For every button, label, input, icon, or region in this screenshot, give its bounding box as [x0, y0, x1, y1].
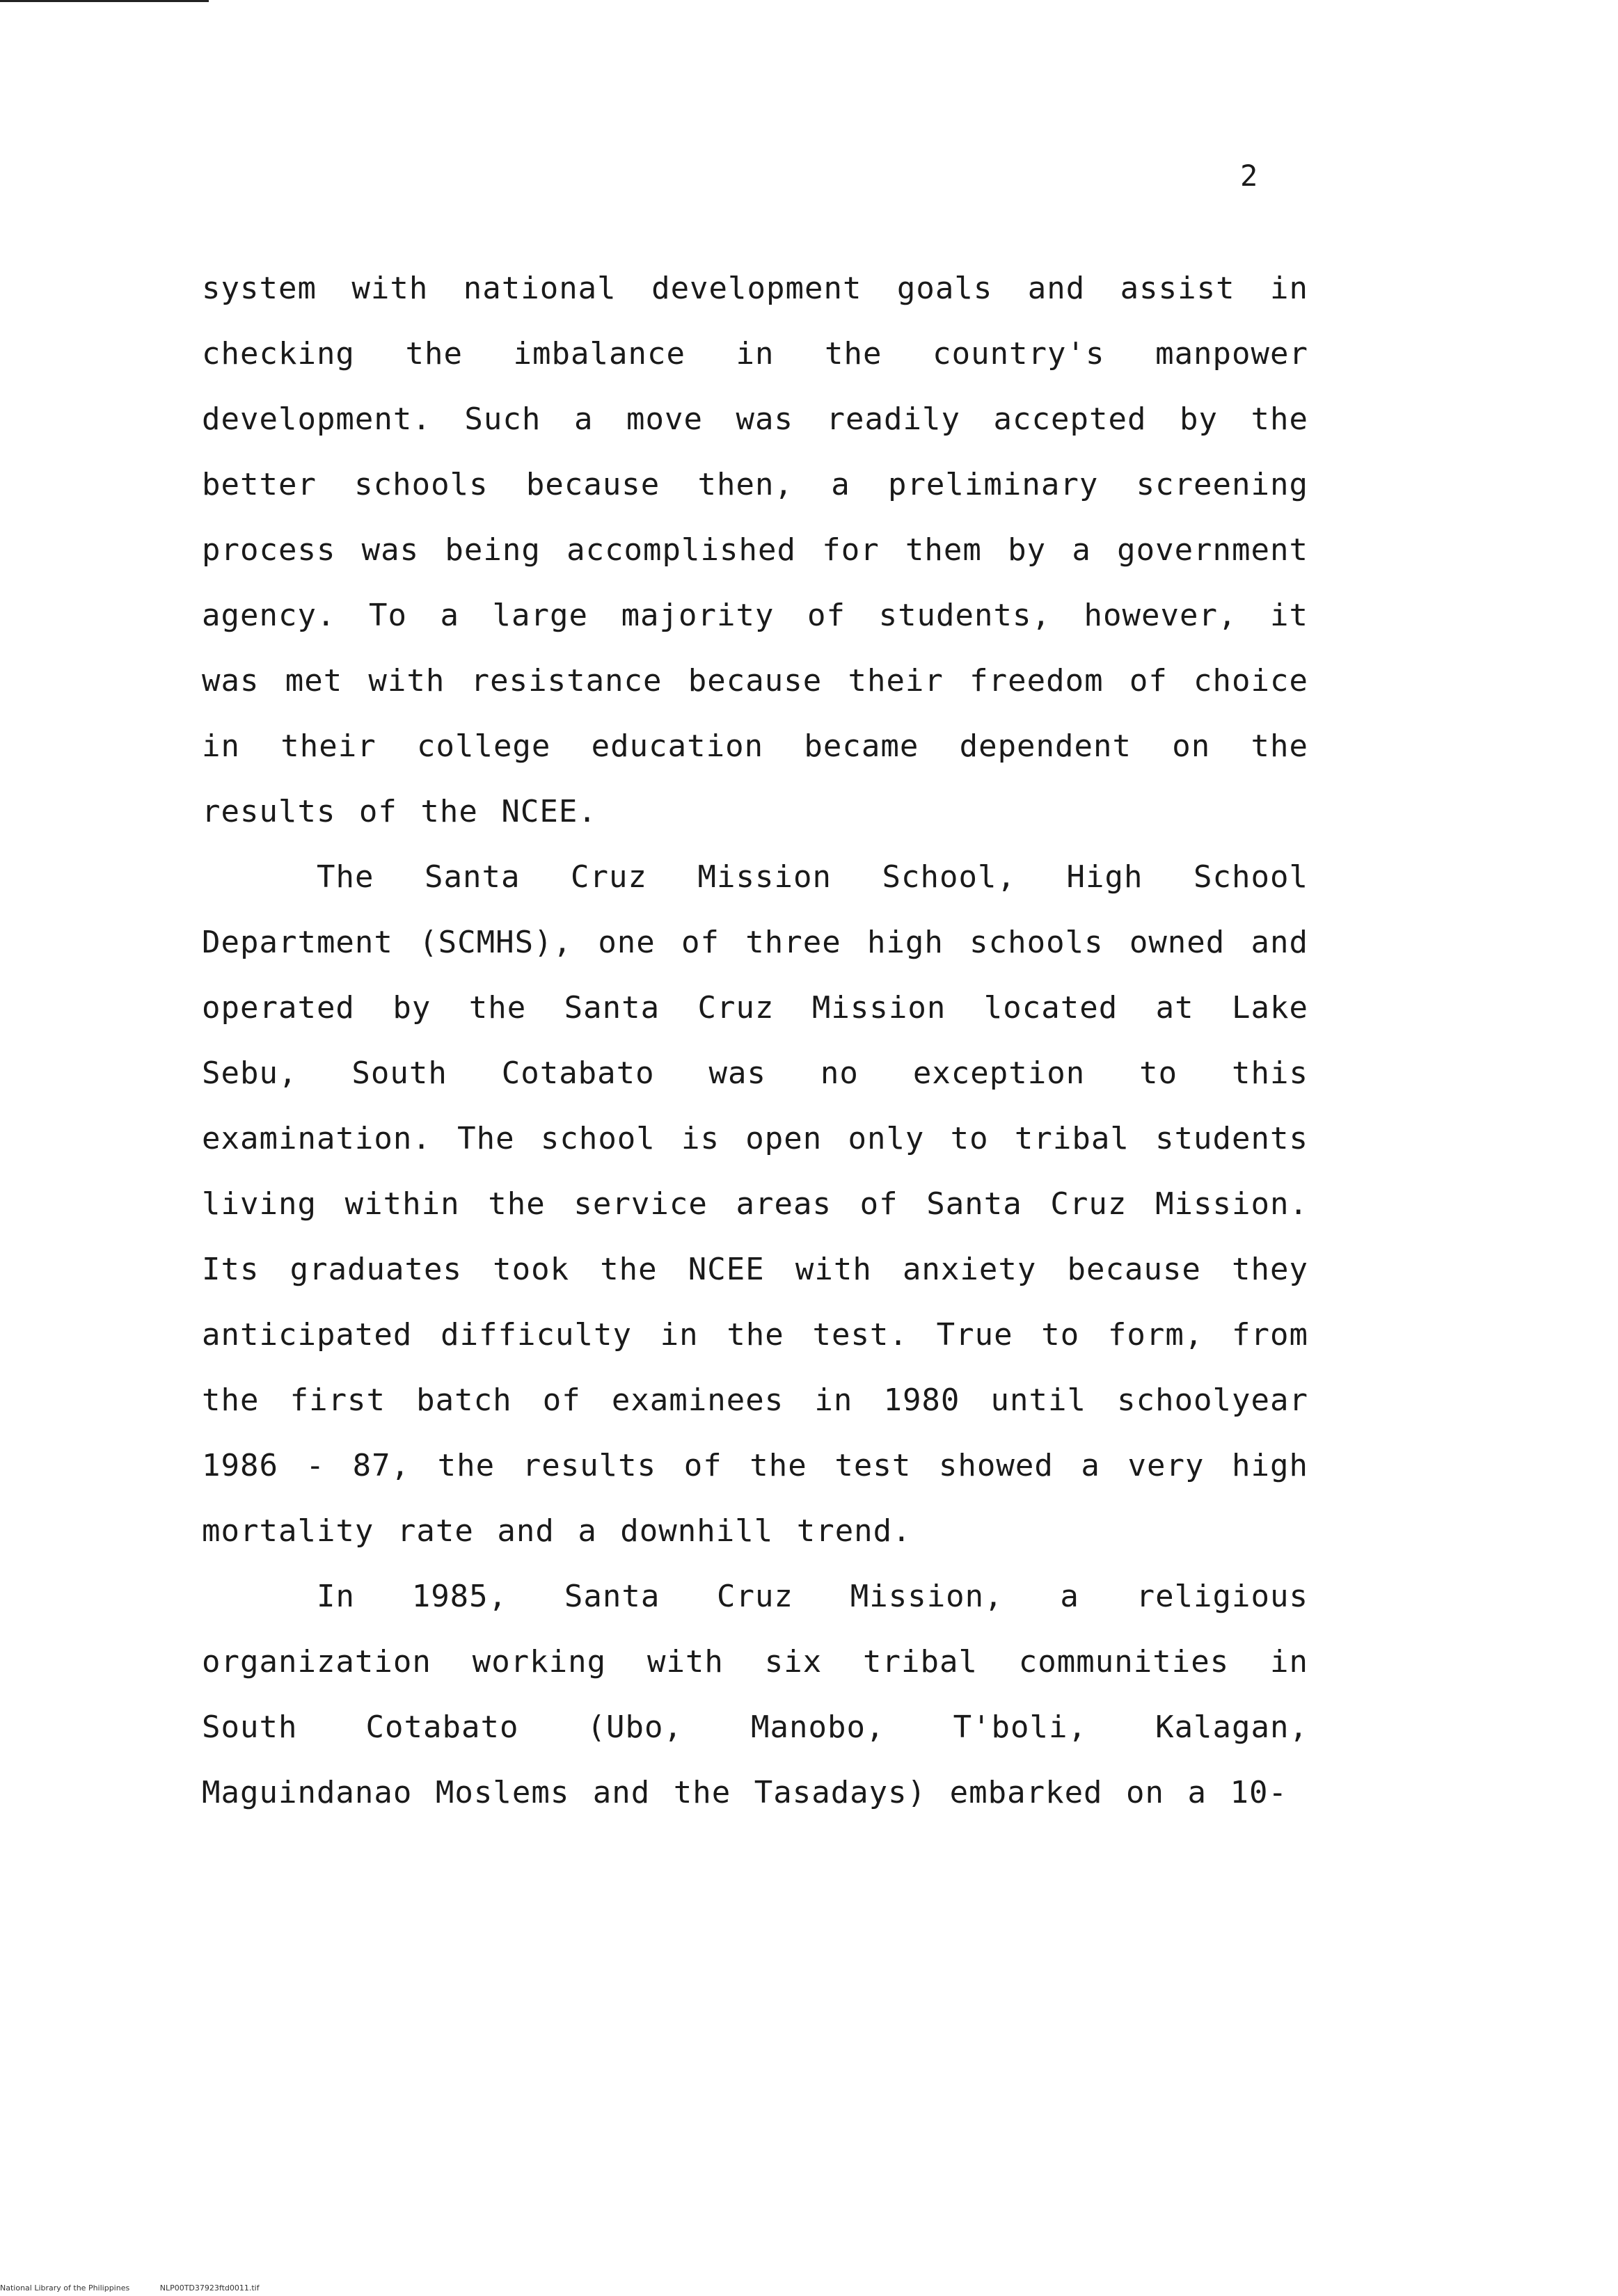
scan-footer [0, 2284, 260, 2292]
page-number: 2 [1240, 159, 1258, 193]
paragraph-continuation: system with national development goals and assist in checking the imbalance in the country's manpower development. Such a move was readily accepted by the better schools because then, a preliminary screening process was being accomplished for them by a government agency. To a large majority of students, however, it was met with resistance because their freedom of choice in their college education became dependent on the results of the NCEE. [202, 271, 1308, 829]
document-body [202, 256, 1308, 1826]
paragraph-scmhs: The Santa Cruz Mission School, High School Department (SCMHS), one of three high schools owned and operated by the Santa Cruz Mission located at Lake Sebu, South Cotabato was no exception to this examination. The school is open only to tribal students living within the service areas of Santa Cruz Mission. Its graduates took the NCEE with anxiety because they anticipated difficulty in the test. True to form, from the first batch of examinees in 1980 until schoolyear 1986 - 87, the results of the test showed a very high mortality rate and a downhill trend. [202, 859, 1308, 1549]
top-edge-rule [0, 0, 209, 2]
paragraph-santa-cruz-mission: In 1985, Santa Cruz Mission, a religious organization working with six tribal communities in South Cotabato (Ubo, Manobo, T'boli, Kalagan, Maguindanao Moslems and the Tasadays) embarked on a 10- [202, 1579, 1308, 1810]
footer-file: NLP00TD37923ftd0011.tif [159, 2283, 260, 2293]
footer-library: National Library of the Philippines [0, 2283, 130, 2293]
